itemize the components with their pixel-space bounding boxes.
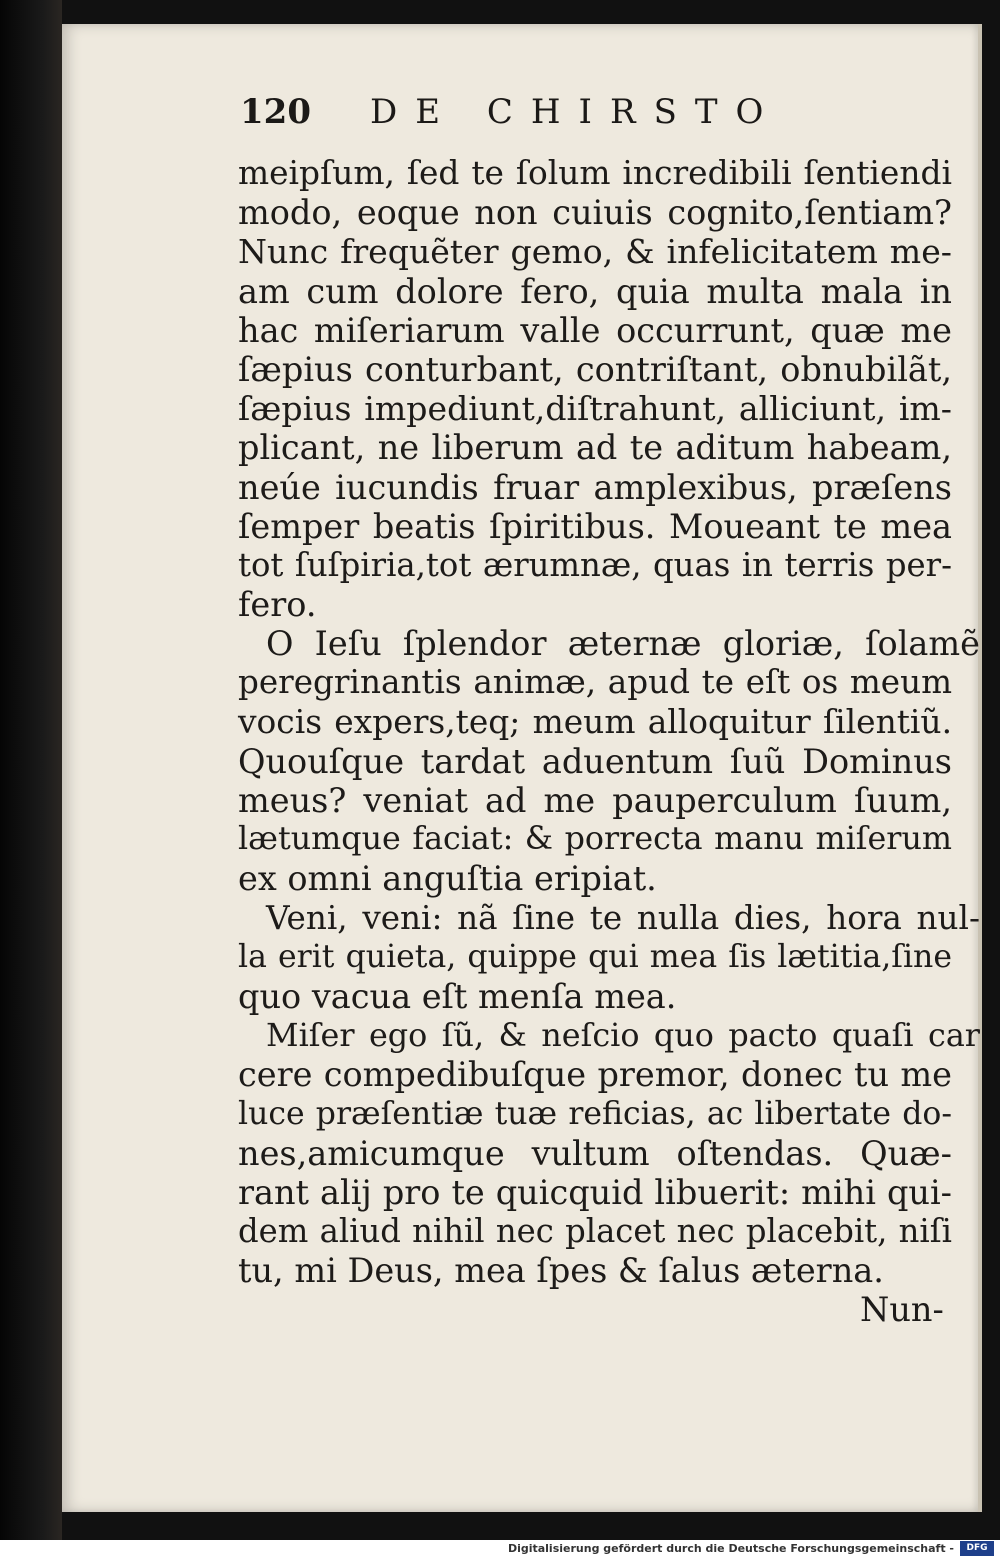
book-spine — [0, 0, 62, 1560]
text-line: tot ſuſpiria,tot ærumnæ, quas in terris per- — [238, 545, 952, 584]
funding-notice: Digitalisierung gefördert durch die Deutsche Forschungsgemeinschaft - — [507, 1542, 954, 1555]
page-edge — [978, 24, 982, 1512]
text-line: O Ieſu ſplendor æternæ gloriæ, ſolamẽ — [266, 624, 980, 664]
text-line: tu, mi Deus, mea ſpes & ſalus æterna. — [238, 1251, 884, 1291]
catchword: Nun- — [860, 1290, 944, 1329]
running-title: DE CHIRSTO — [370, 92, 782, 132]
text-block — [238, 154, 980, 1291]
text-line: rant alij pro te quicquid libuerit: mihi qui- — [238, 1172, 952, 1212]
text-line: am cum dolore fero, quia multa mala in — [238, 271, 952, 311]
text-line: la erit quieta, quippe qui mea ſis lætitia,ſine — [238, 938, 952, 975]
text-line: meus? veniat ad me pauperculum ſuum, — [238, 781, 952, 820]
text-line: Quouſque tardat aduentum ſuũ Dominus — [238, 741, 952, 781]
text-line: meipſum, ſed te ſolum incredibili ſentiendi — [238, 154, 952, 192]
text-line: cere compedibuſque premor, donec tu me — [238, 1055, 952, 1095]
text-line: quo vacua eſt menſa mea. — [238, 976, 677, 1016]
text-line: ſemper beatis ſpiritibus. Moueant te mea — [238, 506, 952, 546]
running-head — [240, 92, 840, 142]
text-line: neúe iucundis fruar amplexibus, præſens — [238, 467, 952, 507]
paragraph — [238, 898, 980, 1017]
text-line: Nunc frequẽter gemo, & infelicitatem me- — [238, 232, 952, 272]
text-line: nes,amicumque vultum oſtendas. Quæ- — [238, 1133, 952, 1173]
text-line: ex omni anguſtia eripiat. — [238, 859, 657, 899]
text-line: dem aliud nihil nec placet nec placebit, niſi — [238, 1212, 952, 1251]
text-line: modo, eoque non cuiuis cognito,ſentiam? — [238, 193, 952, 233]
text-line: luce præſentiæ tuæ reficias, ac libertate do- — [238, 1095, 952, 1132]
text-line: Miſer ego ſũ, & neſcio quo pacto quaſi car — [266, 1016, 980, 1055]
page-number: 120 — [240, 92, 311, 132]
text-line: fero. — [238, 585, 317, 625]
dfg-logo: DFG — [960, 1541, 994, 1556]
text-line: peregrinantis animæ, apud te eſt os meum — [238, 663, 952, 702]
text-line: hac miſeriarum valle occurrunt, quæ me — [238, 310, 952, 350]
text-line: plicant, ne liberum ad te aditum habeam, — [238, 428, 952, 468]
text-line: vocis expers,teq; meum alloquitur ſilentiũ. — [238, 702, 952, 741]
paragraph — [238, 624, 980, 899]
paragraph — [238, 1016, 980, 1291]
text-line: lætumque faciat: & porrecta manu miſerum — [238, 821, 952, 858]
paragraph — [238, 154, 952, 624]
text-line: Veni, veni: nã ſine te nulla dies, hora nul- — [266, 898, 980, 937]
text-line: ſæpius conturbant, contriſtant, obnubilãt, — [238, 349, 952, 389]
text-line: ſæpius impediunt,diſtrahunt, alliciunt, im- — [238, 389, 952, 429]
